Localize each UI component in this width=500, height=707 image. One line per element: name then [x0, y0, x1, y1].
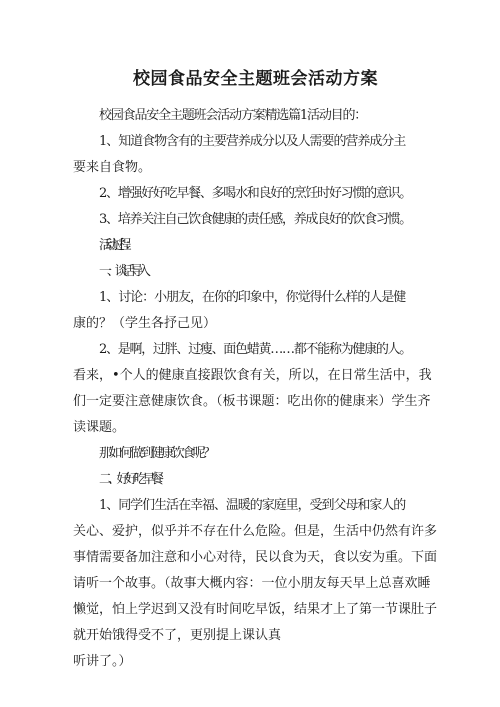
text-line: 请听一个故事。（故事大概内容：一位小朋友每天早上总喜欢睡 [73, 576, 431, 591]
text-line: 一、谈话导入 [99, 264, 146, 279]
document-title: 校园食品安全主题班会活动方案 [133, 69, 378, 89]
text-line: 活动过程： [99, 238, 132, 253]
text-line: 3、培养关注自己饮食健康的责任感，养成良好的饮食习惯。 [99, 212, 412, 227]
text-line: 懒觉，怕上学迟到又没有时间吃早饭，结果才上了第一节课肚子 [73, 602, 438, 617]
text-line: 们一定要注意健康饮食。（板书课题：吃出你的健康来）学生齐 [73, 394, 431, 409]
text-line: 康的？（学生各抒己见） [73, 316, 217, 331]
text-line: 听讲了。） [73, 654, 132, 669]
text-line: 读课题。 [73, 420, 126, 435]
text-line: 1、讨论：小朋友，在你的印象中，你觉得什么样的人是健 [99, 290, 406, 305]
text-line: 2、是啊，过胖、过瘦、面色蜡黄……都不能称为健康的人。 [99, 342, 412, 357]
text-line: 要来自食物。 [73, 160, 152, 175]
text-line: 看来，•个人的健康直接跟饮食有关，所以，在日常生活中，我 [73, 368, 432, 383]
text-line: 那如何做到健康饮食呢？ [99, 446, 214, 461]
text-line: 就开始饿得受不了，更别提上课认真 [73, 628, 282, 643]
text-line: 事情需要备加注意和小心对待，民以食为天，食以安为重。下面 [73, 550, 438, 565]
text-line: 1、知道食物含有的主要营养成分以及人需要的营养成分主 [99, 134, 406, 149]
text-line: 1、同学们生活在幸福、温暖的家庭里，受到父母和家人的 [99, 498, 406, 513]
text-line: 关心、爱护，似乎并不存在什么危险。但是，生活中仍然有许多 [73, 524, 438, 539]
text-line: 2、增强好好吃早餐、多喝水和良好的烹饪时好习惯的意识。 [99, 186, 412, 201]
document-body [73, 103, 438, 675]
text-line: 校园食品安全主题班会活动方案精选篇1活动目的： [99, 108, 367, 123]
text-line: 二、好好吃早餐 [99, 472, 160, 487]
